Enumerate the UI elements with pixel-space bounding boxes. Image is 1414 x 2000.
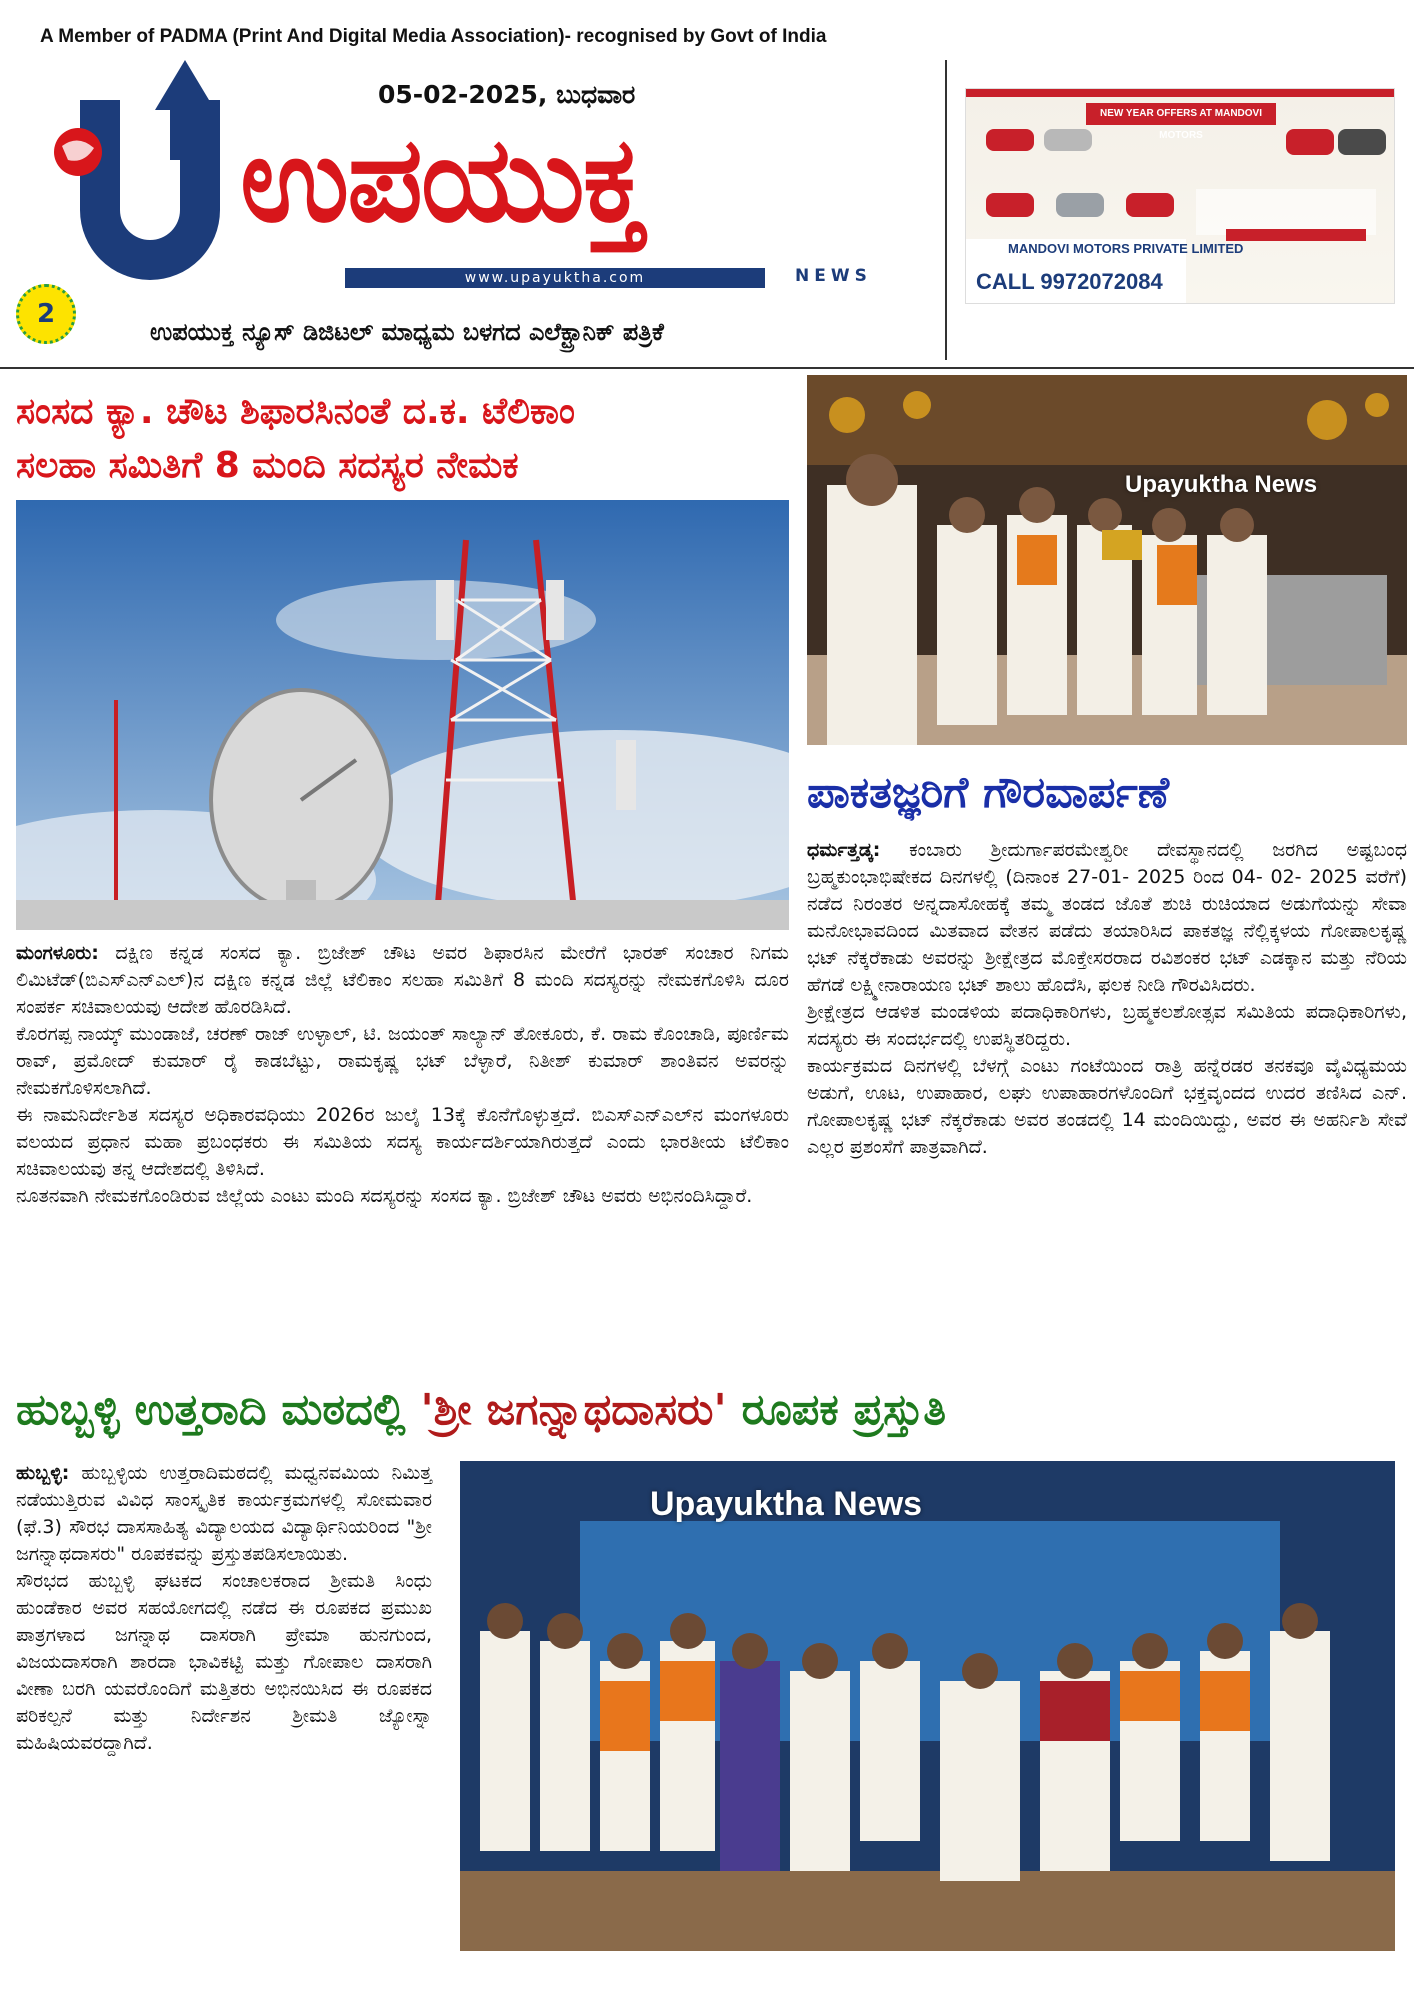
photo-watermark-2: Upayuktha News xyxy=(650,1485,923,1523)
masthead-title: ಉಪಯುಕ್ತ xyxy=(240,110,644,248)
article1-para4: ನೂತನವಾಗಿ ನೇಮಕಗೊಂಡಿರುವ ಜಿಲ್ಲೆಯ ಎಂಟು ಮಂದಿ ಸದಸ್ಯರನ್ನು ಸಂಸದ ಕ್ಯಾ. ಬ್ರಿಜೇಶ್ ಚೌಟ ಅವರು ಅಭಿನಂದಿಸಿದ್ದಾರೆ. xyxy=(16,1185,753,1207)
article2-headline[interactable]: ಪಾಕತಜ್ಞರಿಗೆ ಗೌರವಾರ್ಪಣೆ xyxy=(807,768,1170,818)
telecom-tower-photo xyxy=(16,500,789,930)
article2-dateline: ಧರ್ಮತ್ತಡ್ಕ: xyxy=(807,839,881,861)
ad-phone[interactable]: CALL 9972072084 xyxy=(976,269,1163,294)
article2-para2: ಶ್ರೀಕ್ಷೇತ್ರದ ಆಡಳಿತ ಮಂಡಳಿಯ ಪದಾಧಿಕಾರಿಗಳು, ಬ್ರಹ್ಮಕಲಶೋತ್ಸವ ಸಮಿತಿಯ ಪದಾಧಿಕಾರಿಗಳು, ಸದಸ್ಯರು ಈ ಸಂದರ್ಭದಲ್ಲಿ ಉಪಸ್ಥಿತರಿದ್ದರು. xyxy=(807,1001,1407,1050)
ad-brand: MANDOVI MOTORS PRIVATE LIMITED xyxy=(1008,241,1244,256)
article1-headline-line2: ಸಲಹಾ ಸಮಿತಿಗೆ 8 ಮಂದಿ ಸದಸ್ಯರ ನೇಮಕ xyxy=(16,445,519,486)
article1-headline[interactable] xyxy=(16,385,801,493)
header-rule xyxy=(0,367,1414,369)
article3-dateline: ಹುಬ್ಬಳ್ಳಿ: xyxy=(16,1462,70,1484)
article3-body xyxy=(16,1460,432,1757)
mandovi-motors-ad[interactable] xyxy=(965,88,1395,304)
article1-para1: ದಕ್ಷಿಣ ಕನ್ನಡ ಸಂಸದ ಕ್ಯಾ. ಬ್ರಿಜೇಶ್ ಚೌಟ ಅವರ ಶಿಫಾರಸಿನ ಮೇರೆಗೆ ಭಾರತ್ ಸಂಚಾರ ನಿಗಮ ಲಿಮಿಟೆಡ್(ಬಿಎಸ್‌ಎನ್‌ಎಲ್)ನ ದಕ್ಷಿಣ ಕನ್ನಡ ಜಿಲ್ಲೆ ಟೆಲಿಕಾಂ ಸಲಹಾ ಸಮಿತಿಗೆ 8 ಮಂದಿ ಸದಸ್ಯರನ್ನು ನೇಮಕಗೊಳಿಸಿ ದೂರ ಸಂಪರ್ಕ ಸಚಿವಾಲಯವು ಆದೇಶ ಹೊರಡಿಸಿದೆ. xyxy=(16,942,789,1018)
article2-body xyxy=(807,837,1407,1161)
website-strip: www.upayuktha.com xyxy=(345,268,765,288)
padma-member-line: A Member of PADMA (Print And Digital Media Association)- recognised by Govt of India xyxy=(40,26,827,47)
temple-honor-photo xyxy=(807,375,1407,745)
news-tag: NEWS xyxy=(795,266,872,286)
article1-para2: ಕೊರಗಪ್ಪ ನಾಯ್ಕ್ ಮುಂಡಾಜೆ, ಚರಣ್ ರಾಜ್ ಉಳ್ಳಾಲ್, ಟಿ. ಜಯಂತ್ ಸಾಲ್ಯಾನ್ ತೋಕೂರು, ಕೆ. ರಾಮ ಕೊಂಚಾಡಿ, ಪೂರ್ಣಿಮ ರಾವ್, ಪ್ರಮೋದ್ ಕುಮಾರ್ ರೈ ಕಾಡಬೆಟ್ಟು, ರಾಮಕೃಷ್ಣ ಭಟ್ ಬೆಳ್ಳಾರೆ, ನಿತೀಶ್ ಕುಮಾರ್ ಶಾಂತಿವನ ಅವರನ್ನು ನೇಮಕಗೊಳಿಸಲಾಗಿದೆ. xyxy=(16,1023,789,1099)
jagannathadasaru-play-photo xyxy=(460,1461,1395,1951)
article3-headline-c: ರೂಪಕ ಪ್ರಸ್ತುತಿ xyxy=(726,1385,947,1435)
article3-para1: ಹುಬ್ಬಳ್ಳಿಯ ಉತ್ತರಾದಿಮಠದಲ್ಲಿ ಮಧ್ವನವಮಿಯ ನಿಮಿತ್ತ ನಡೆಯುತ್ತಿರುವ ವಿವಿಧ ಸಾಂಸ್ಕೃತಿಕ ಕಾರ್ಯಕ್ರಮಗಳಲ್ಲಿ ಸೋಮವಾರ (ಫೆ.3) ಸೌರಭ ದಾಸಸಾಹಿತ್ಯ ವಿದ್ಯಾಲಯದ ವಿದ್ಯಾರ್ಥಿನಿಯರಿಂದ "ಶ್ರೀ ಜಗನ್ನಾಥದಾಸರು" ರೂಪಕವನ್ನು ಪ್ರಸ್ತುತಪಡಿಸಲಾಯಿತು. xyxy=(16,1462,432,1565)
article3-headline-quote: 'ಶ್ರೀ ಜಗನ್ನಾಥದಾಸರು' xyxy=(420,1385,727,1435)
masthead-tagline: ಉಪಯುಕ್ತ ನ್ಯೂಸ್ ಡಿಜಿಟಲ್ ಮಾಧ್ಯಮ ಬಳಗದ ಎಲೆಕ್ಟ್ರಾನಿಕ್ ಪತ್ರಿಕೆ xyxy=(150,318,664,346)
photo-watermark: Upayuktha News xyxy=(1125,471,1318,498)
article2-para3: ಕಾರ್ಯಕ್ರಮದ ದಿನಗಳಲ್ಲಿ ಬೆಳಗ್ಗೆ ಎಂಟು ಗಂಟೆಯಿಂದ ರಾತ್ರಿ ಹನ್ನೆರಡರ ತನಕವೂ ವೈವಿಧ್ಯಮಯ ಅಡುಗೆ, ಊಟ, ಉಪಾಹಾರ, ಲಘು ಉಪಾಹಾರಗಳೊಂದಿಗೆ ಭಕ್ತವೃಂದದ ಉದರ ತಣಿಸಿದ ಎನ್. ಗೋಪಾಲಕೃಷ್ಣ ಭಟ್ ನೆಕ್ಕರೆಕಾಡು ಅವರ ತಂಡದಲ್ಲಿ 14 ಮಂದಿಯಿದ್ದು, ಅವರ ಈ ಅಹರ್ನಿಶಿ ಸೇವೆ ಎಲ್ಲರ ಪ್ರಶಂಸೆಗೆ ಪಾತ್ರವಾಗಿದೆ. xyxy=(807,1055,1407,1158)
article3-headline[interactable] xyxy=(16,1385,1406,1435)
article1-dateline: ಮಂಗಳೂರು: xyxy=(16,942,99,964)
page-number-badge: 2 xyxy=(16,284,76,344)
article1-headline-line1: ಸಂಸದ ಕ್ಯಾ. ಚೌಟ ಶಿಫಾರಸಿನಂತೆ ದ.ಕ. ಟೆಲಿಕಾಂ xyxy=(16,391,575,432)
article1-para3: ಈ ನಾಮನಿರ್ದೇಶಿತ ಸದಸ್ಯರ ಅಧಿಕಾರವಧಿಯು 2026ರ ಜುಲೈ 13ಕ್ಕೆ ಕೊನೆಗೊಳ್ಳುತ್ತದೆ. ಬಿಎಸ್‌ಎನ್‌ಎಲ್‌ನ ಮಂಗಳೂರು ವಲಯದ ಪ್ರಧಾನ ಮಹಾ ಪ್ರಬಂಧಕರು ಈ ಸಮಿತಿಯ ಸದಸ್ಯ ಕಾರ್ಯದರ್ಶಿಯಾಗಿರುತ್ತದೆ ಎಂದು ಭಾರತೀಯ ಟೆಲಿಕಾಂ ಸಚಿವಾಲಯವು ತನ್ನ ಆದೇಶದಲ್ಲಿ ತಿಳಿಸಿದೆ. xyxy=(16,1104,789,1180)
article3-para2: ಸೌರಭದ ಹುಬ್ಬಳ್ಳಿ ಘಟಕದ ಸಂಚಾಲಕರಾದ ಶ್ರೀಮತಿ ಸಿಂಧು ಹುಂಡೆಕಾರ ಅವರ ಸಹಯೋಗದಲ್ಲಿ ನಡೆದ ಈ ರೂಪಕದ ಪ್ರಮುಖ ಪಾತ್ರಗಳಾದ ಜಗನ್ನಾಥ ದಾಸರಾಗಿ ಪ್ರೇಮಾ ಹುನಗುಂದ, ವಿಜಯದಾಸರಾಗಿ ಶಾರದಾ ಭಾವಿಕಟ್ಟಿ ಮತ್ತು ಗೋಪಾಲ ದಾಸರಾಗಿ ವೀಣಾ ಬರಗಿ ಯವರೊಂದಿಗೆ ಮತ್ತಿತರು ಅಭಿನಯಿಸಿದ ಈ ರೂಪಕದ ಪರಿಕಲ್ಪನೆ ಮತ್ತು ನಿರ್ದೇಶನ ಶ್ರೀಮತಿ ಜ್ಯೋಸ್ನಾ ಮಹಿಷಿಯವರದ್ದಾಗಿದೆ. xyxy=(16,1570,432,1754)
article2-para1: ಕಂಬಾರು ಶ್ರೀದುರ್ಗಾಪರಮೇಶ್ವರೀ ದೇವಸ್ಥಾನದಲ್ಲಿ ಜರಗಿದ ಅಷ್ಟಬಂಧ ಬ್ರಹ್ಮಕುಂಭಾಭಿಷೇಕದ ದಿನಗಳಲ್ಲಿ (ದಿನಾಂಕ 27-01- 2025 ರಿಂದ 04- 02- 2025 ವರೆಗೆ) ನಡೆದ ನಿರಂತರ ಅನ್ನದಾಸೋಹಕ್ಕೆ ತಮ್ಮ ತಂಡದ ಜೊತೆ ಶುಚಿ ರುಚಿಯಾದ ಅಡುಗೆಯನ್ನು ಸೇವಾ ಮನೋಭಾವದಿಂದ ಮಿತವಾದ ವೇತನ ಪಡೆದು ತಯಾರಿಸಿದ ಪಾಕತಜ್ಞ ನೆಲ್ಲಿಕ್ಕಳಯ ಗೋಪಾಲಕೃಷ್ಣ ಭಟ್ ನೆಕ್ಕರೆಕಾಡು ಅವರನ್ನು ಶ್ರೀಕ್ಷೇತ್ರದ ಮೊಕ್ತೇಸರರಾದ ರವಿಶಂಕರ ಭಟ್ ಎಡಕ್ಕಾನ ಮತ್ತು ನೆರಿಯ ಹೆಗಡೆ ಲಕ್ಷ್ಮೀನಾರಾಯಣ ಭಟ್ ಶಾಲು ಹೊದೆಸಿ, ಫಲಕ ನೀಡಿ ಗೌರವಿಸಿದರು. xyxy=(807,839,1407,996)
issue-date: 05-02-2025, ಬುಧವಾರ xyxy=(378,80,636,109)
ad-headline: NEW YEAR OFFERS AT MANDOVI MOTORS xyxy=(1086,103,1276,125)
article1-body xyxy=(16,940,789,1210)
header-divider xyxy=(945,60,947,360)
article3-headline-a: ಹುಬ್ಬಳ್ಳಿ ಉತ್ತರಾದಿ ಮಠದಲ್ಲಿ xyxy=(16,1385,421,1435)
upayuktha-logo-icon xyxy=(40,60,260,280)
